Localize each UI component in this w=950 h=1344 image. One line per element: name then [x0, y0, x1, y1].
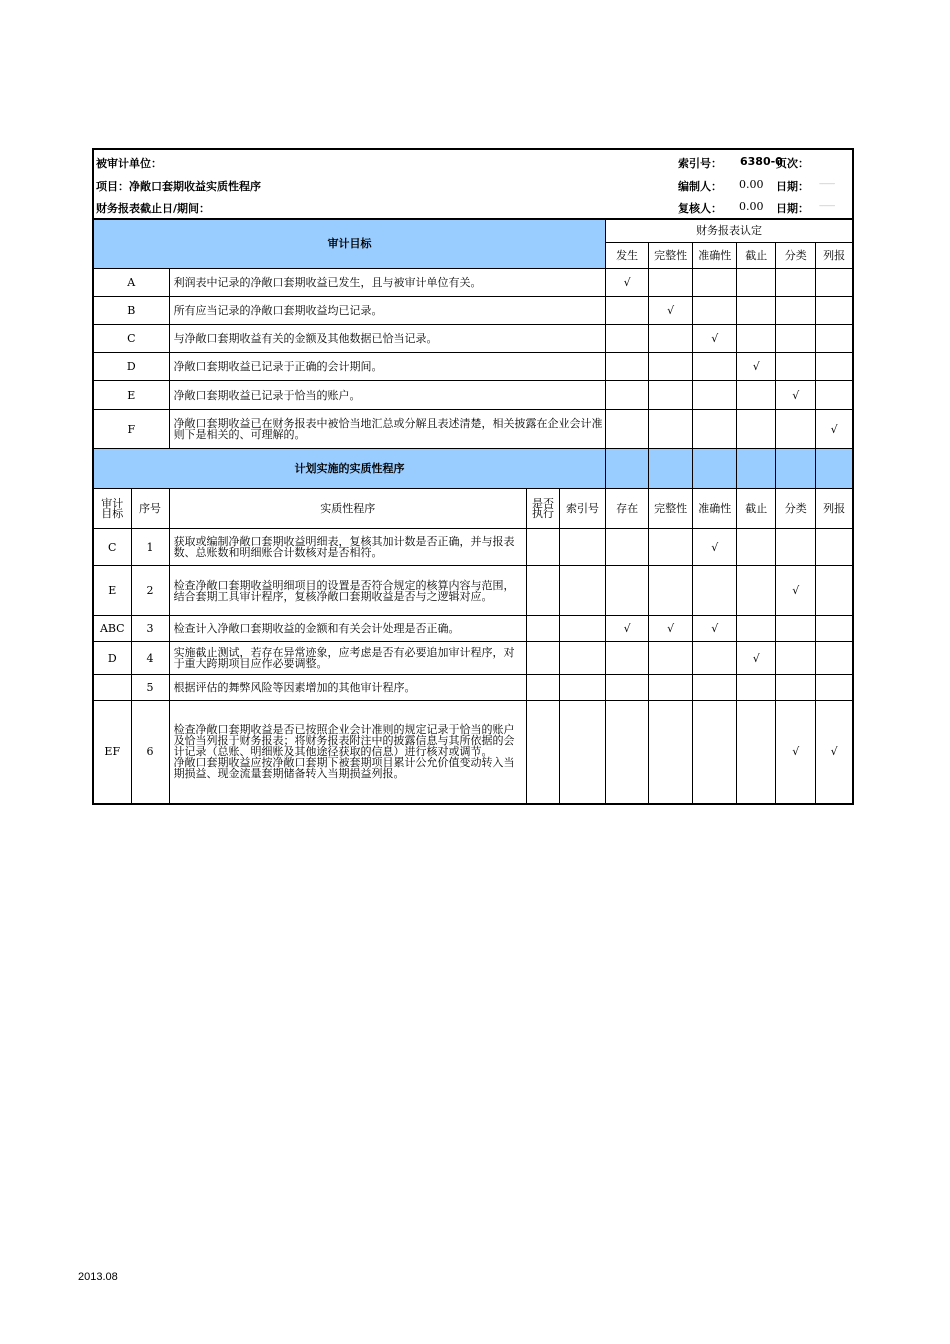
assertion-check [816, 325, 853, 353]
assertion-check [693, 381, 737, 410]
index-value: 6380-0 [740, 155, 783, 168]
assertion-check: √ [649, 297, 693, 325]
procedure-assertion-header: 分类 [776, 489, 816, 529]
objective-code: A [93, 269, 169, 297]
col-index: 索引号 [560, 489, 606, 529]
blue-cell [816, 449, 853, 489]
procedure-index[interactable] [560, 529, 606, 566]
assertion-col-header: 准确性 [693, 243, 737, 269]
objective-code: E [93, 381, 169, 410]
audit-program-table [92, 218, 854, 805]
procedure-row [93, 675, 853, 701]
procedure-check [776, 675, 816, 701]
assertion-check [737, 297, 776, 325]
procedure-assertion-header: 列报 [816, 489, 853, 529]
procedure-text: 根据评估的舞弊风险等因素增加的其他审计程序。 [169, 675, 526, 701]
assertion-check: √ [693, 325, 737, 353]
procedure-text: 检查净敞口套期收益是否已按照企业会计准则的规定记录于恰当的账户及恰当列报于财务报表；将财务报表附注中的披露信息与其所依据的会计记录（总账、明细账及其他途径获取的信息）进行核对或调节。 净敞口套期收益应按净敞口套期下被套期项目累计公允价值变动转入当期损益、现金流量套期储备转入当期损益列报。 [169, 701, 526, 804]
objective-row [93, 381, 853, 410]
procedure-check [649, 529, 693, 566]
procedure-check [816, 529, 853, 566]
assertion-check [737, 325, 776, 353]
version-footer: 2013.08 [78, 1271, 118, 1283]
objectives-header-row-1 [93, 219, 853, 243]
procedure-check [606, 675, 649, 701]
blue-cell [649, 449, 693, 489]
objective-text: 所有应当记录的净敞口套期收益均已记录。 [169, 297, 606, 325]
reviewer-label: 复核人： [678, 202, 722, 215]
procedure-check [776, 642, 816, 675]
assertion-col-header: 发生 [606, 243, 649, 269]
auditee-label: 被审计单位： [96, 157, 162, 170]
procedure-check [816, 566, 853, 616]
procedure-check [606, 529, 649, 566]
objective-text: 净敞口套期收益已记录于恰当的账户。 [169, 381, 606, 410]
assertion-check [816, 353, 853, 381]
procedure-row [93, 616, 853, 642]
procedures-title-row [93, 449, 853, 489]
assertion-check [649, 353, 693, 381]
procedure-seq: 6 [131, 701, 169, 804]
procedure-executed[interactable] [526, 675, 559, 701]
procedure-check [649, 701, 693, 804]
objective-code: C [93, 325, 169, 353]
date-label-1: 日期： [776, 179, 809, 193]
assertion-check [816, 269, 853, 297]
procedure-check [649, 566, 693, 616]
procedure-check [693, 642, 737, 675]
procedure-check [737, 529, 776, 566]
assertion-col-header: 完整性 [649, 243, 693, 269]
procedure-assertion-header: 完整性 [649, 489, 693, 529]
objective-code: D [93, 353, 169, 381]
assertion-check [649, 269, 693, 297]
objective-code: F [93, 410, 169, 449]
col-executed: 是否执行 [526, 489, 559, 529]
procedure-assertion-header: 截止 [737, 489, 776, 529]
procedure-check [649, 642, 693, 675]
procedure-check: √ [776, 701, 816, 804]
assertion-check: √ [776, 381, 816, 410]
workpaper [92, 148, 854, 805]
procedure-index[interactable] [560, 566, 606, 616]
assertion-check: √ [606, 269, 649, 297]
preparer-value: 0.00 [739, 177, 764, 191]
objective-row [93, 325, 853, 353]
procedure-check [737, 701, 776, 804]
project-label: 项目：净敞口套期收益实质性程序 [96, 179, 261, 193]
procedures-header-row [93, 489, 853, 529]
assertion-check [606, 381, 649, 410]
procedure-row [93, 566, 853, 616]
procedure-index[interactable] [560, 701, 606, 804]
objective-text: 净敞口套期收益已记录于正确的会计期间。 [169, 353, 606, 381]
procedure-index[interactable] [560, 616, 606, 642]
blue-cell [737, 449, 776, 489]
index-label: 索引号： [678, 157, 722, 170]
objective-text: 净敞口套期收益已在财务报表中被恰当地汇总或分解且表述清楚，相关披露在企业会计准则下是相关的、可理解的。 [169, 410, 606, 449]
procedure-check [693, 701, 737, 804]
col-objective: 审计目标 [93, 489, 131, 529]
assertion-check [776, 410, 816, 449]
assertion-check [693, 269, 737, 297]
procedure-index[interactable] [560, 675, 606, 701]
procedure-check: √ [606, 616, 649, 642]
assertion-check [776, 353, 816, 381]
procedure-check [606, 642, 649, 675]
procedure-check [606, 566, 649, 616]
procedure-check [816, 642, 853, 675]
procedure-objective: ABC [93, 616, 131, 642]
col-seq: 序号 [131, 489, 169, 529]
procedure-executed[interactable] [526, 529, 559, 566]
procedure-seq: 5 [131, 675, 169, 701]
assertion-check [776, 269, 816, 297]
assertion-col-header: 列报 [816, 243, 853, 269]
procedure-check [737, 616, 776, 642]
procedure-check: √ [693, 616, 737, 642]
period-label: 财务报表截止日/期间： [96, 202, 211, 215]
procedure-check: √ [649, 616, 693, 642]
procedure-text: 检查计入净敞口套期收益的金额和有关会计处理是否正确。 [169, 616, 526, 642]
assertion-check [606, 297, 649, 325]
header-row-3 [94, 195, 852, 218]
assertion-check [649, 381, 693, 410]
objective-row [93, 297, 853, 325]
procedure-check [816, 616, 853, 642]
blue-cell [693, 449, 737, 489]
date-label-2: 日期： [776, 202, 809, 215]
assertion-col-header: 截止 [737, 243, 776, 269]
objectives-title: 审计目标 [93, 219, 606, 269]
assertion-check [606, 325, 649, 353]
procedure-objective: E [93, 566, 131, 616]
procedure-check: √ [776, 566, 816, 616]
assertion-check [649, 410, 693, 449]
date-value-2: ---------- [819, 202, 835, 210]
procedure-objective [93, 675, 131, 701]
procedure-objective: C [93, 529, 131, 566]
objective-row [93, 353, 853, 381]
assertion-check [693, 353, 737, 381]
procedure-check: √ [737, 642, 776, 675]
assertions-title: 财务报表认定 [606, 219, 853, 243]
procedure-check [737, 675, 776, 701]
procedure-row [93, 701, 853, 804]
page-label: 页次： [776, 157, 809, 170]
procedure-check: √ [693, 529, 737, 566]
preparer-label: 编制人： [678, 179, 722, 193]
assertion-check: √ [816, 410, 853, 449]
objective-text: 与净敞口套期收益有关的金额及其他数据已恰当记录。 [169, 325, 606, 353]
procedure-row [93, 642, 853, 675]
procedure-index[interactable] [560, 642, 606, 675]
objective-code: B [93, 297, 169, 325]
header-row-2 [94, 173, 852, 196]
assertion-check [693, 297, 737, 325]
procedure-text: 检查净敞口套期收益明细项目的设置是否符合规定的核算内容与范围，结合套期工具审计程序，复核净敞口套期收益是否与之逻辑对应。 [169, 566, 526, 616]
procedure-check: √ [816, 701, 853, 804]
procedures-title: 计划实施的实质性程序 [93, 449, 606, 489]
procedure-executed[interactable] [526, 701, 559, 804]
procedure-check [606, 701, 649, 804]
objective-row [93, 410, 853, 449]
procedure-check [776, 616, 816, 642]
date-value-1: ---------- [819, 179, 835, 188]
objective-row [93, 269, 853, 297]
blue-cell [776, 449, 816, 489]
procedure-objective: EF [93, 701, 131, 804]
workpaper-header [92, 148, 854, 218]
assertion-check [737, 269, 776, 297]
assertion-check [816, 297, 853, 325]
procedure-seq: 3 [131, 616, 169, 642]
procedure-text: 获取或编制净敞口套期收益明细表，复核其加计数是否正确，并与报表数、总账数和明细账合计数核对是否相符。 [169, 529, 526, 566]
procedure-check [649, 675, 693, 701]
assertion-check [776, 297, 816, 325]
procedure-check [693, 566, 737, 616]
assertion-check [737, 381, 776, 410]
blue-cell [606, 449, 649, 489]
procedure-executed[interactable] [526, 566, 559, 616]
procedure-executed[interactable] [526, 642, 559, 675]
procedure-check [693, 675, 737, 701]
header-row-1 [94, 150, 852, 173]
assertion-check [606, 353, 649, 381]
assertion-check [693, 410, 737, 449]
col-procedure: 实质性程序 [169, 489, 526, 529]
assertion-check [606, 410, 649, 449]
procedure-seq: 4 [131, 642, 169, 675]
assertion-check [816, 381, 853, 410]
procedure-check [737, 566, 776, 616]
procedure-seq: 1 [131, 529, 169, 566]
objective-text: 利润表中记录的净敞口套期收益已发生，且与被审计单位有关。 [169, 269, 606, 297]
assertion-check [776, 325, 816, 353]
assertion-check [649, 325, 693, 353]
procedure-check [816, 675, 853, 701]
assertion-check: √ [737, 353, 776, 381]
procedure-assertion-header: 存在 [606, 489, 649, 529]
reviewer-value: 0.00 [739, 200, 764, 213]
procedure-executed[interactable] [526, 616, 559, 642]
assertion-check [737, 410, 776, 449]
procedure-objective: D [93, 642, 131, 675]
procedure-check [776, 529, 816, 566]
procedure-row [93, 529, 853, 566]
procedure-text: 实施截止测试，若存在异常迹象，应考虑是否有必要追加审计程序，对于重大跨期项目应作必要调整。 [169, 642, 526, 675]
procedure-assertion-header: 准确性 [693, 489, 737, 529]
assertion-col-header: 分类 [776, 243, 816, 269]
procedure-seq: 2 [131, 566, 169, 616]
